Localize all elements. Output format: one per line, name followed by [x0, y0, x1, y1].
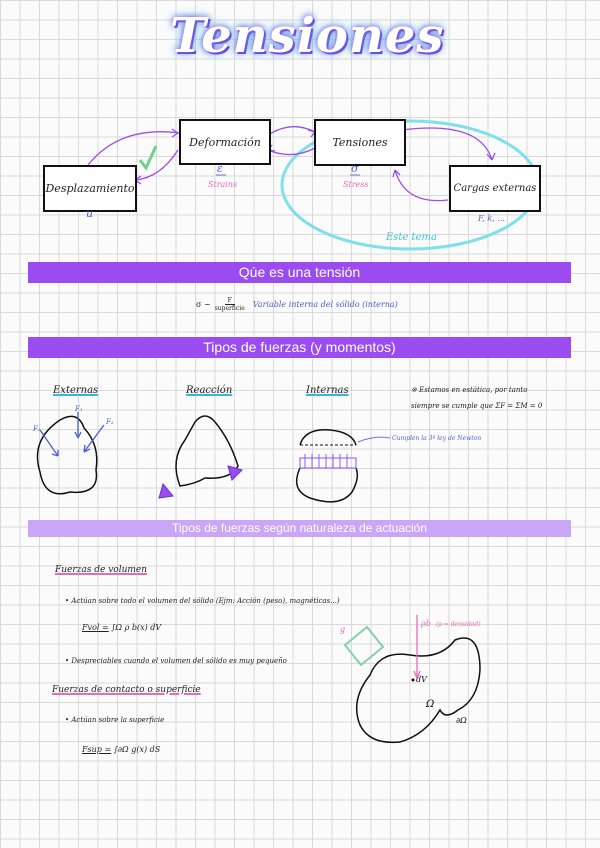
- volumen-heading: Fuerzas de volumen: [55, 565, 148, 575]
- externas-heading: Externas: [53, 385, 99, 396]
- flow-diagram-lines: [0, 0, 600, 260]
- contacto-bullet-1: • Actúan sobre la superficie: [65, 716, 165, 724]
- surface-element: [345, 627, 383, 665]
- internas-lower: [297, 468, 358, 502]
- fk-label: F, k, ...: [478, 214, 505, 223]
- volumen-bullet-2: • Despreciables cuando el volumen del sólido es muy pequeño: [65, 657, 287, 665]
- internas-heading: Internas: [306, 385, 349, 396]
- tension-formula: [196, 297, 398, 312]
- support-right-icon: [228, 466, 242, 480]
- stress-label: Stress: [343, 180, 369, 189]
- arrow-desp-to-def: [88, 132, 180, 165]
- fsup-lhs: Fsup =: [82, 745, 112, 754]
- contacto-b1-text: Actúan sobre la superficie: [71, 716, 165, 724]
- newton-note: Cumplen la 3ª ley de Newton: [392, 435, 482, 442]
- formula-num: F: [225, 297, 235, 305]
- este-tema-label: Este tema: [386, 232, 437, 243]
- f3-label: F₃: [33, 425, 41, 433]
- formula-lhs: σ ~: [196, 300, 211, 309]
- partial-omega-label: ∂Ω: [456, 716, 467, 725]
- externas-blob: [38, 416, 97, 493]
- banner-tipos-fuerzas: Tipos de fuerzas (y momentos): [28, 337, 571, 358]
- arrow-def-to-desp: [135, 150, 178, 180]
- box-deformacion: [179, 119, 271, 165]
- cargas-label: Cargas externas: [453, 183, 537, 194]
- formula-fraction: [215, 297, 245, 312]
- epsilon-symbol: ε: [217, 162, 223, 175]
- box-desplazamiento: [43, 165, 137, 212]
- volumen-bullet-1: • Actúan sobre todo el volumen del sólido (Ejm: Acción (peso), magnéticas...): [65, 597, 340, 605]
- f1-label: F₁: [75, 405, 83, 413]
- page-title: Tensiones: [170, 8, 445, 64]
- f2-label: F₂: [106, 418, 114, 426]
- box-tensiones: [314, 119, 406, 166]
- fsup-rhs: ∫∂Ω g(x) dS: [113, 745, 161, 754]
- rho-note-label: (ρ = densidad): [436, 621, 481, 628]
- g-label: g: [340, 625, 346, 634]
- estatica-note-2: siempre se cumple que ΣF = ΣM = 0: [411, 402, 543, 410]
- contacto-formula: [82, 745, 160, 754]
- banner-naturaleza: Tipos de fuerzas según naturaleza de actuación: [28, 520, 571, 537]
- volume-diagram: [330, 610, 550, 760]
- formula-den: superficie: [214, 305, 245, 312]
- arrow-ten-to-cargas: [402, 128, 492, 160]
- volumen-formula: [82, 623, 161, 632]
- internas-cut: [300, 458, 356, 468]
- arrow-def-to-ten: [268, 127, 315, 135]
- volumen-b2-text: Despreciables cuando el volumen del sólido es muy pequeño: [71, 657, 287, 665]
- rho-b-label: ρb: [421, 619, 431, 628]
- deformacion-label: Deformación: [189, 135, 261, 149]
- desplazamiento-label: Desplazamiento: [45, 182, 135, 195]
- strains-label: Strains: [208, 180, 238, 189]
- dv-label: dV: [416, 675, 427, 684]
- sigma-symbol: σ: [351, 162, 359, 175]
- estatica-note-1: ※ Estamos en estática, por tanto: [411, 386, 528, 394]
- support-left-icon: [159, 484, 173, 498]
- force-types-drawings: [0, 400, 600, 520]
- contacto-heading: Fuerzas de contacto o superficie: [52, 685, 201, 695]
- volumen-b1-text: Actúan sobre todo el volumen del sólido (Ejm: Acción (peso), magnéticas...): [71, 597, 340, 605]
- fvol-lhs: Fvol =: [82, 623, 109, 632]
- formula-note: Variable interna del sólido (interna): [252, 300, 398, 309]
- reaccion-heading: Reacción: [186, 385, 233, 396]
- arrow-ten-to-def: [268, 148, 315, 155]
- fvol-rhs: ∫Ω ρ b(x) dV: [111, 623, 162, 632]
- banner-que-es-tension: Qúe es una tensión: [28, 262, 571, 283]
- reaccion-blob: [176, 416, 238, 486]
- omega-label: Ω: [426, 699, 435, 710]
- u-symbol: u: [86, 207, 94, 220]
- arrow-cargas-to-ten: [395, 170, 448, 201]
- tensiones-label: Tensiones: [332, 136, 388, 149]
- check-icon: [140, 146, 156, 168]
- box-cargas: [449, 165, 541, 212]
- internas-upper: [300, 430, 356, 445]
